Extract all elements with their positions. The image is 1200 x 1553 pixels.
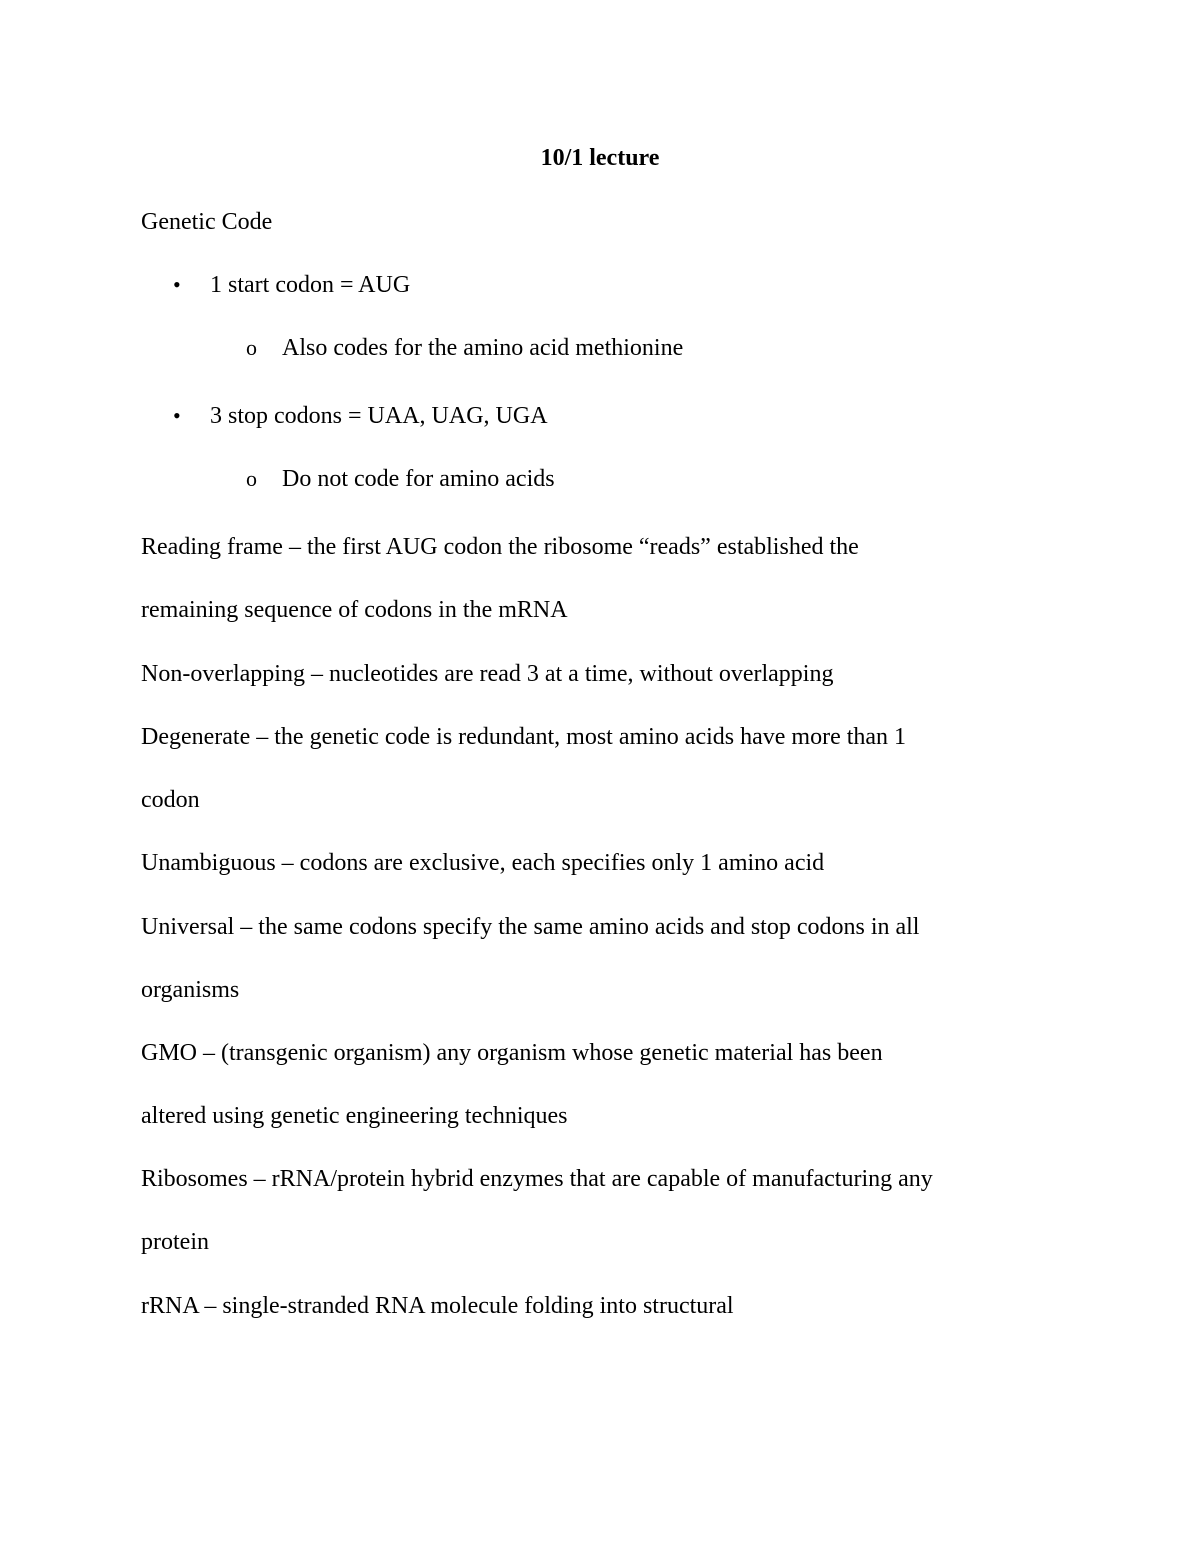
bullet-marker: • [173,403,181,428]
definition-reading-frame: Reading frame – the first AUG codon the ribosome “reads” established the [141,534,859,560]
page-title: 10/1 lecture [540,145,660,171]
bullet-marker: • [173,272,181,297]
list-item: 1 start codon = AUG [210,272,411,298]
definition-degenerate: Degenerate – the genetic code is redundant, most amino acids have more than 1 [141,724,907,750]
section-heading: Genetic Code [141,209,273,235]
list-item: 3 stop codons = UAA, UAG, UGA [210,403,548,429]
sub-bullet-marker: o [246,466,257,491]
definition-rrna: rRNA – single-stranded RNA molecule folding into structural [141,1293,734,1319]
definition-gmo-cont: altered using genetic engineering techniques [141,1103,568,1129]
sub-list-item: Also codes for the amino acid methionine [282,335,684,361]
sub-list-item: Do not code for amino acids [282,466,555,492]
definition-reading-frame-cont: remaining sequence of codons in the mRNA [141,597,568,623]
definition-gmo: GMO – (transgenic organism) any organism whose genetic material has been [141,1040,883,1066]
definition-unambiguous: Unambiguous – codons are exclusive, each specifies only 1 amino acid [141,850,825,876]
sub-bullet-marker: o [246,335,257,360]
definition-universal: Universal – the same codons specify the same amino acids and stop codons in all [141,914,920,940]
definition-ribosomes: Ribosomes – rRNA/protein hybrid enzymes that are capable of manufacturing any [141,1166,933,1192]
definition-degenerate-cont: codon [141,787,200,813]
definition-non-overlapping: Non-overlapping – nucleotides are read 3 at a time, without overlapping [141,661,834,687]
definition-universal-cont: organisms [141,977,240,1003]
definition-ribosomes-cont: protein [141,1229,209,1255]
